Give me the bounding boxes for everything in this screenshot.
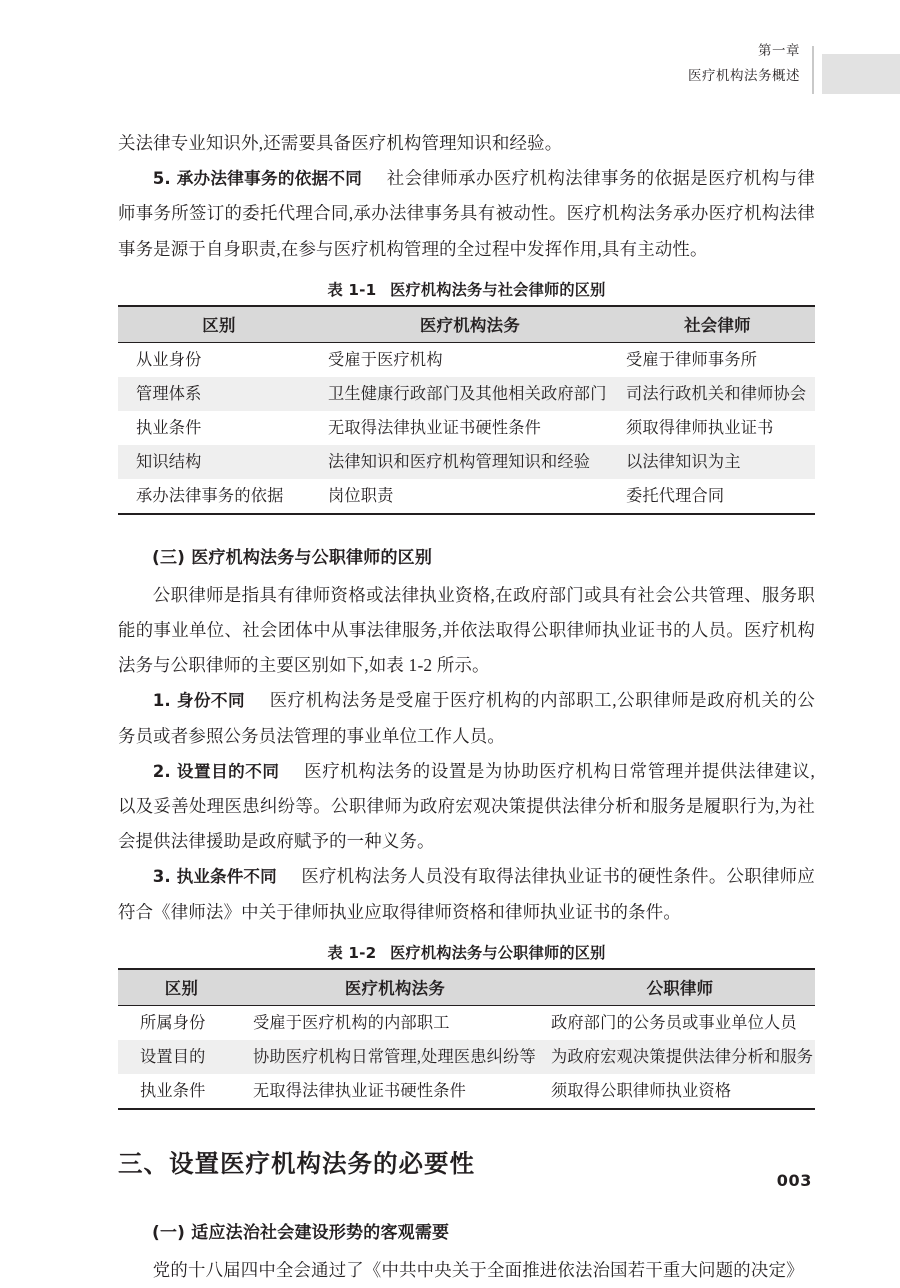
paragraph-final: 党的十八届四中全会通过了《中共中央关于全面推进依法治国若干重大问题的决定》 [152,1259,804,1280]
table-cell: 执业条件 [140,1081,206,1100]
table-1-1-col-header-3: 社会律师 [620,306,815,343]
table-1-2-col-header-1: 区别 [118,969,245,1006]
paragraph-item-2 [118,754,815,860]
heading-section-three: (三) 医疗机构法务与公职律师的区别 [152,547,433,568]
header-gray-box [822,54,900,94]
item-3-number: 3. [152,867,171,887]
paragraph-item-3 [118,859,815,929]
item-1-text: 医疗机构法务是受雇于医疗机构的内部职工,公职律师是政府机关的公务员或者参照公务员法管理的事业单位工作人员。 [118,690,816,746]
table-cell: 卫生健康行政部门及其他相关政府部门 [320,377,620,411]
header-chapter-label: 第一章 [758,43,800,58]
item-3-runin-title: 执业条件不同 [176,867,277,887]
table-cell: 承办法律事务的依据 [136,486,284,505]
table-1-1-col-header-1: 区别 [118,306,320,343]
table-cell: 受雇于医疗机构的内部职工 [253,1013,450,1032]
paragraph-item-1 [118,683,815,753]
table-1-2 [118,968,815,1110]
table-cell: 司法行政机关和律师协会 [620,377,815,411]
header-chapter-title: 医疗机构法务概述 [688,68,800,83]
table-cell: 以法律知识为主 [620,445,815,479]
table-header-row [118,969,815,1006]
paragraph-intro: 公职律师是指具有律师资格或法律执业资格,在政府部门或具有社会公共管理、服务职能的事业单位、社会团体中从事法律服务,并依法取得公职律师执业证书的人员。医疗机构法务与公职律师的主要区别如下,如表 1-2 所示。 [118,584,815,676]
paragraph-carryover: 关法律专业知识外,还需要具备医疗机构管理知识和经验。 [118,133,563,153]
table-1-2-col-header-3: 公职律师 [545,969,815,1006]
table-row [118,479,815,514]
table-block-1-2 [118,938,815,1110]
table-cell: 受雇于律师事务所 [626,350,758,369]
paragraph-item-5 [118,161,815,267]
item-5-runin-title: 承办法律事务的依据不同 [176,169,363,189]
table-cell: 协助医疗机构日常管理,处理医患纠纷等 [245,1040,545,1074]
spacer [118,267,815,275]
table-cell: 政府部门的公务员或事业单位人员 [551,1013,797,1032]
spacer [118,1110,815,1144]
table-row [118,445,815,479]
table-row [118,342,815,377]
table-block-1-1 [118,275,815,515]
table-row [118,1005,815,1040]
table-row [118,411,815,445]
table-cell: 受雇于医疗机构 [328,350,443,369]
table-cell: 须取得律师执业证书 [626,418,774,437]
table-cell: 所属身份 [140,1013,206,1032]
header-vertical-rule [812,46,814,94]
table-1-1-label: 表 1-1 [327,280,377,299]
spacer [118,515,815,529]
table-1-1-col-header-2: 医疗机构法务 [320,306,620,343]
table-cell: 从业身份 [136,350,202,369]
table-1-1 [118,305,815,515]
item-1-runin-title: 身份不同 [176,691,245,711]
table-cell: 设置目的 [118,1040,245,1074]
section-heading-three: 三、设置医疗机构法务的必要性 [118,1148,475,1178]
table-1-2-caption [118,938,815,968]
running-header-text [688,38,800,88]
item-3-text: 医疗机构法务人员没有取得法律执业证书的硬性条件。公职律师应符合《律师法》中关于律师执业应取得律师资格和律师执业证书的条件。 [118,866,815,922]
table-1-1-caption [118,275,815,305]
table-cell: 岗位职责 [328,486,394,505]
item-5-text: 社会律师承办医疗机构法律事务的依据是医疗机构与律师事务所签订的委托代理合同,承办法律事务具有被动性。医疗机构法务承办医疗机构法律事务是源于自身职责,在参与医疗机构管理的全过程中发挥作用,具有主动性。 [118,168,816,259]
table-1-2-col-header-2: 医疗机构法务 [245,969,545,1006]
table-cell: 执业条件 [136,418,202,437]
item-2-runin-title: 设置目的不同 [176,761,280,781]
table-cell: 无取得法律执业证书硬性条件 [328,418,542,437]
page-number: 003 [776,1171,812,1190]
table-cell: 法律知识和医疗机构管理知识和经验 [320,445,620,479]
item-2-text: 医疗机构法务的设置是为协助医疗机构日常管理并提供法律建议,以及妥善处理医患纠纷等。公职律师为政府宏观决策提供法律分析和服务是履职行为,为社会提供法律援助是政府赋予的一种义务。 [118,760,816,852]
item-5-number: 5. [152,169,171,189]
spacer [118,930,815,938]
table-cell: 管理体系 [118,377,320,411]
item-1-number: 1. [152,691,171,711]
table-row [118,377,815,411]
table-header-row [118,306,815,343]
table-1-1-title: 医疗机构法务与社会律师的区别 [390,280,606,299]
page-content [118,126,815,1288]
table-row [118,1074,815,1109]
table-1-2-title: 医疗机构法务与公职律师的区别 [390,943,606,962]
table-cell: 委托代理合同 [626,486,725,505]
table-cell: 无取得法律执业证书硬性条件 [253,1081,467,1100]
table-row [118,1040,815,1074]
table-cell: 为政府宏观决策提供法律分析和服务 [545,1040,815,1074]
table-cell: 须取得公职律师执业资格 [551,1081,732,1100]
page-header [0,38,900,98]
table-cell: 知识结构 [118,445,320,479]
item-2-number: 2. [152,761,171,781]
heading-subsection-one: (一) 适应法治社会建设形势的客观需要 [152,1222,450,1243]
spacer [118,1184,815,1204]
table-1-2-label: 表 1-2 [327,943,377,962]
